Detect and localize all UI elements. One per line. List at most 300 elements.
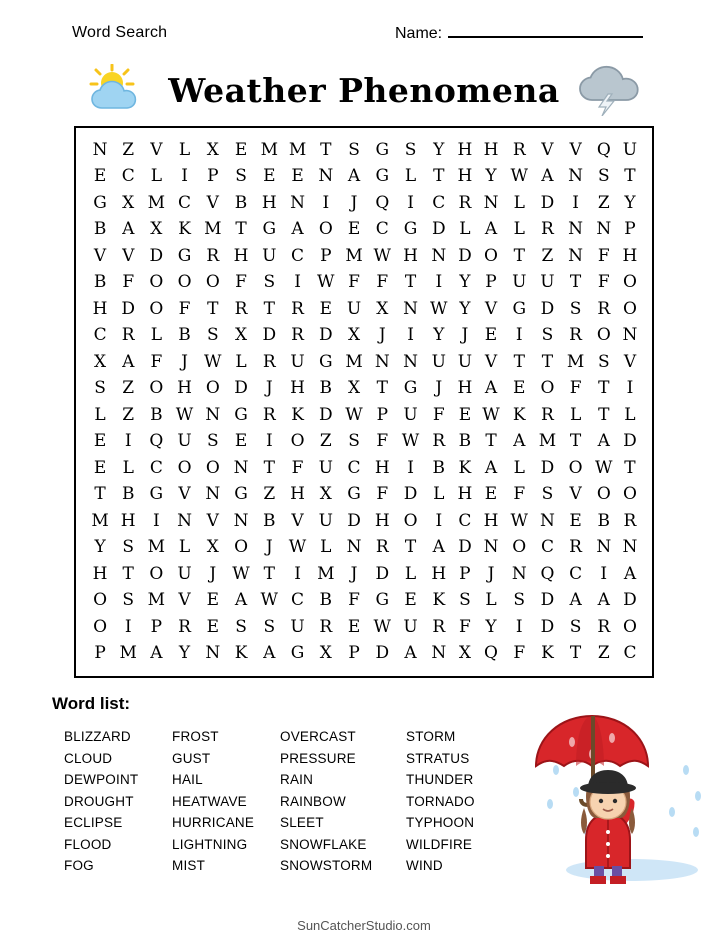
letter-cell[interactable]: B (432, 457, 446, 478)
letter-cell[interactable]: J (461, 325, 469, 346)
letter-cell[interactable]: G (234, 404, 248, 425)
letter-cell[interactable]: L (122, 457, 134, 478)
letter-cell[interactable]: S (235, 166, 247, 187)
letter-cell[interactable]: E (319, 298, 332, 319)
letter-cell[interactable]: L (178, 537, 191, 558)
letter-cell[interactable]: D (375, 643, 390, 664)
letter-cell[interactable]: R (291, 298, 304, 319)
letter-cell[interactable]: N (92, 139, 108, 160)
letter-cell[interactable]: G (290, 643, 305, 664)
letter-cell[interactable]: R (623, 510, 637, 531)
letter-cell[interactable]: O (93, 616, 108, 637)
letter-cell[interactable]: R (319, 616, 333, 637)
letter-cell[interactable]: O (622, 616, 637, 637)
word-list-item[interactable]: HURRICANE (172, 815, 255, 830)
letter-cell[interactable]: D (540, 616, 555, 637)
letter-cell[interactable]: X (206, 139, 219, 160)
letter-cell[interactable]: F (235, 272, 247, 293)
letter-cell[interactable]: T (320, 139, 332, 160)
letter-cell[interactable]: F (348, 590, 360, 611)
letter-cell[interactable]: T (263, 298, 275, 319)
word-list-item[interactable]: BLIZZARD (64, 729, 131, 744)
letter-cell[interactable]: S (122, 537, 135, 558)
letter-cell[interactable]: I (294, 272, 301, 293)
letter-cell[interactable]: N (346, 537, 362, 558)
letter-cell[interactable]: H (403, 245, 418, 266)
letter-cell[interactable]: I (435, 272, 443, 293)
letter-cell[interactable]: B (93, 272, 107, 293)
letter-cell[interactable]: L (320, 537, 332, 558)
word-list-item[interactable]: PRESSURE (280, 750, 356, 766)
letter-cell[interactable]: Q (375, 192, 390, 213)
letter-cell[interactable]: Y (433, 325, 445, 346)
letter-cell[interactable]: I (322, 192, 330, 213)
letter-cell[interactable]: O (93, 590, 108, 611)
letter-cell[interactable]: F (348, 272, 360, 293)
letter-cell[interactable]: F (376, 272, 389, 293)
letter-cell[interactable]: V (541, 139, 554, 160)
letter-cell[interactable]: H (92, 298, 108, 319)
letter-cell[interactable]: A (404, 643, 417, 664)
letter-cell[interactable]: F (513, 643, 526, 664)
word-list-item[interactable]: TYPHOON (406, 815, 475, 830)
letter-cell[interactable]: N (233, 510, 249, 531)
letter-cell[interactable]: H (457, 378, 473, 399)
letter-cell[interactable]: A (263, 643, 276, 664)
letter-cell[interactable]: P (348, 643, 360, 664)
letter-cell[interactable]: R (206, 245, 220, 266)
letter-cell[interactable]: V (484, 298, 498, 319)
word-search-grid[interactable] (74, 126, 654, 678)
word-list-item[interactable]: RAINBOW (280, 793, 346, 809)
letter-cell[interactable]: E (206, 616, 219, 637)
letter-cell[interactable]: M (288, 139, 307, 160)
letter-cell[interactable]: N (622, 537, 638, 558)
word-list-item[interactable]: TORNADO (406, 793, 475, 809)
letter-cell[interactable]: Y (485, 616, 497, 637)
letter-cell[interactable]: A (541, 166, 554, 187)
letter-cell[interactable]: N (622, 325, 638, 346)
letter-cell[interactable]: T (404, 537, 417, 558)
letter-cell[interactable]: X (206, 537, 219, 558)
letter-cell[interactable]: Z (319, 431, 332, 452)
letter-cell[interactable]: R (121, 325, 135, 346)
letter-cell[interactable]: G (262, 219, 277, 240)
letter-cell[interactable]: L (513, 457, 525, 478)
letter-cell[interactable]: W (595, 457, 613, 478)
letter-cell[interactable]: D (431, 219, 446, 240)
letter-cell[interactable]: K (458, 457, 472, 478)
letter-cell[interactable]: C (93, 325, 107, 346)
letter-cell[interactable]: J (435, 378, 443, 399)
letter-cell[interactable]: G (234, 484, 248, 505)
letter-cell[interactable]: I (435, 510, 443, 531)
letter-cell[interactable]: Q (149, 431, 164, 452)
letter-cell[interactable]: D (623, 590, 637, 611)
letter-cell[interactable]: T (569, 643, 582, 664)
letter-cell[interactable]: T (433, 166, 445, 187)
letter-cell[interactable]: E (458, 404, 472, 425)
letter-cell[interactable]: Q (540, 563, 555, 584)
letter-cell[interactable]: Z (122, 139, 135, 160)
letter-cell[interactable]: N (177, 510, 192, 531)
word-list-item[interactable]: DEWPOINT (64, 772, 139, 787)
letter-cell[interactable]: G (512, 298, 527, 319)
letter-cell[interactable]: O (512, 537, 527, 558)
letter-cell[interactable]: O (205, 457, 220, 478)
letter-cell[interactable]: H (431, 563, 447, 584)
letter-cell[interactable]: E (513, 378, 526, 399)
letter-cell[interactable]: E (93, 457, 107, 478)
letter-cell[interactable]: U (177, 431, 192, 452)
letter-cell[interactable]: O (205, 378, 220, 399)
letter-cell[interactable]: N (483, 192, 499, 213)
letter-cell[interactable]: D (375, 563, 390, 584)
word-list-item[interactable]: FROST (172, 729, 219, 744)
letter-cell[interactable]: N (233, 457, 249, 478)
letter-cell[interactable]: C (540, 537, 554, 558)
letter-cell[interactable]: B (178, 325, 191, 346)
letter-cell[interactable]: M (538, 431, 557, 452)
letter-cell[interactable]: K (291, 404, 304, 425)
letter-cell[interactable]: H (177, 378, 192, 399)
word-list-item[interactable]: OVERCAST (280, 729, 356, 744)
letter-cell[interactable]: L (433, 484, 445, 505)
letter-cell[interactable]: D (347, 510, 361, 531)
letter-cell[interactable]: R (262, 351, 276, 372)
letter-cell[interactable]: E (347, 219, 361, 240)
letter-cell[interactable]: S (235, 616, 247, 637)
letter-cell[interactable]: U (346, 298, 362, 319)
letter-cell[interactable]: H (92, 563, 108, 584)
letter-cell[interactable]: B (319, 590, 333, 611)
word-list-item[interactable]: FLOOD (64, 836, 112, 852)
letter-cell[interactable]: Q (484, 643, 498, 664)
letter-cell[interactable]: D (540, 298, 555, 319)
letter-cell[interactable]: C (121, 166, 135, 187)
letter-cell[interactable]: Y (624, 192, 636, 213)
letter-cell[interactable]: R (597, 616, 611, 637)
letter-cell[interactable]: P (376, 404, 389, 425)
letter-cell[interactable]: Z (263, 484, 276, 505)
letter-cell[interactable]: S (597, 351, 610, 372)
letter-cell[interactable]: D (623, 431, 637, 452)
letter-cell[interactable]: M (317, 563, 335, 584)
letter-cell[interactable]: Z (541, 245, 554, 266)
letter-cell[interactable]: M (119, 643, 137, 664)
letter-cell[interactable]: K (178, 219, 191, 240)
letter-cell[interactable]: R (569, 537, 582, 558)
letter-cell[interactable]: M (260, 139, 278, 160)
letter-cell[interactable]: U (318, 510, 333, 531)
letter-cell[interactable]: I (181, 166, 188, 187)
letter-cell[interactable]: M (204, 219, 222, 240)
letter-cell[interactable]: M (147, 590, 166, 611)
letter-cell[interactable]: V (206, 510, 219, 531)
letter-cell[interactable]: S (122, 590, 135, 611)
letter-cell[interactable]: S (348, 431, 360, 452)
letter-cell[interactable]: F (597, 272, 610, 293)
letter-cell[interactable]: N (205, 404, 221, 425)
letter-cell[interactable]: J (350, 192, 358, 213)
letter-cell[interactable]: E (206, 590, 219, 611)
letter-cell[interactable]: C (291, 590, 305, 611)
letter-cell[interactable]: W (317, 272, 335, 293)
letter-cell[interactable]: T (541, 351, 554, 372)
letter-cell[interactable]: A (513, 431, 526, 452)
letter-cell[interactable]: H (290, 378, 305, 399)
letter-cell[interactable]: U (457, 351, 473, 372)
letter-cell[interactable]: D (318, 404, 333, 425)
letter-cell[interactable]: E (569, 510, 582, 531)
letter-cell[interactable]: N (431, 245, 447, 266)
letter-cell[interactable]: S (263, 616, 276, 637)
word-list-item[interactable]: DROUGHT (64, 793, 134, 809)
letter-cell[interactable]: R (458, 192, 472, 213)
word-list-item[interactable]: MIST (172, 858, 206, 873)
letter-cell[interactable]: Z (597, 643, 610, 664)
letter-cell[interactable]: W (430, 298, 448, 319)
letter-cell[interactable]: R (569, 325, 582, 346)
letter-cell[interactable]: N (205, 643, 221, 664)
letter-cell[interactable]: T (122, 563, 134, 584)
letter-cell[interactable]: Y (94, 537, 106, 558)
letter-cell[interactable]: A (122, 351, 135, 372)
letter-cell[interactable]: H (120, 510, 136, 531)
letter-cell[interactable]: M (345, 351, 363, 372)
letter-cell[interactable]: L (513, 192, 525, 213)
letter-cell[interactable]: J (209, 563, 217, 584)
letter-cell[interactable]: J (378, 325, 386, 346)
letter-cell[interactable]: F (122, 272, 135, 293)
letter-cell[interactable]: A (234, 590, 248, 611)
letter-cell[interactable]: T (485, 431, 497, 452)
letter-cell[interactable]: G (403, 219, 418, 240)
letter-cell[interactable]: I (572, 192, 579, 213)
letter-cell[interactable]: S (348, 139, 360, 160)
letter-cell[interactable]: R (375, 537, 389, 558)
letter-cell[interactable]: P (207, 166, 219, 187)
letter-cell[interactable]: F (376, 431, 389, 452)
letter-cell[interactable]: U (403, 616, 418, 637)
letter-cell[interactable]: N (205, 484, 221, 505)
letter-cell[interactable]: X (347, 325, 361, 346)
letter-cell[interactable]: N (568, 166, 584, 187)
letter-cell[interactable]: W (482, 404, 500, 425)
letter-cell[interactable]: U (177, 563, 192, 584)
letter-cell[interactable]: F (150, 351, 163, 372)
letter-cell[interactable]: F (459, 616, 471, 637)
letter-cell[interactable]: M (91, 510, 109, 531)
letter-cell[interactable]: S (569, 298, 582, 319)
letter-cell[interactable]: G (375, 166, 390, 187)
letter-cell[interactable]: M (147, 537, 166, 558)
letter-cell[interactable]: E (93, 431, 107, 452)
letter-cell[interactable]: J (181, 351, 188, 372)
letter-cell[interactable]: A (484, 457, 498, 478)
letter-cell[interactable]: G (347, 484, 361, 505)
letter-cell[interactable]: F (376, 484, 389, 505)
letter-cell[interactable]: H (233, 245, 249, 266)
letter-cell[interactable]: O (177, 272, 192, 293)
letter-cell[interactable]: S (597, 166, 610, 187)
letter-cell[interactable]: N (596, 219, 612, 240)
letter-cell[interactable]: X (122, 192, 135, 213)
letter-cell[interactable]: W (510, 510, 528, 531)
letter-cell[interactable]: R (541, 219, 554, 240)
letter-cell[interactable]: R (597, 298, 611, 319)
letter-cell[interactable]: J (487, 563, 495, 584)
letter-cell[interactable]: N (568, 219, 584, 240)
letter-cell[interactable]: B (263, 510, 276, 531)
letter-cell[interactable]: G (149, 484, 164, 505)
letter-cell[interactable]: J (265, 378, 273, 399)
letter-cell[interactable]: G (319, 351, 333, 372)
letter-cell[interactable]: H (374, 457, 390, 478)
letter-cell[interactable]: X (347, 378, 361, 399)
word-list-item[interactable]: WILDFIRE (406, 836, 473, 852)
letter-cell[interactable]: L (404, 166, 417, 187)
letter-cell[interactable]: B (150, 404, 163, 425)
letter-cell[interactable]: I (152, 510, 160, 531)
letter-cell[interactable]: L (513, 219, 525, 240)
letter-cell[interactable]: J (350, 563, 358, 584)
letter-cell[interactable]: K (432, 590, 446, 611)
word-list-item[interactable]: THUNDER (406, 772, 474, 787)
letter-cell[interactable]: W (345, 404, 363, 425)
letter-cell[interactable]: H (483, 139, 499, 160)
letter-cell[interactable]: L (569, 404, 582, 425)
letter-cell[interactable]: V (178, 484, 191, 505)
letter-cell[interactable]: Z (122, 404, 135, 425)
letter-cell[interactable]: A (597, 590, 610, 611)
letter-cell[interactable]: Y (459, 272, 471, 293)
letter-cell[interactable]: I (407, 457, 414, 478)
letter-cell[interactable]: T (513, 351, 525, 372)
letter-cell[interactable]: V (623, 351, 637, 372)
name-input-line[interactable] (448, 24, 643, 38)
letter-cell[interactable]: W (401, 431, 420, 452)
letter-cell[interactable]: V (291, 510, 304, 531)
letter-cell[interactable]: O (568, 457, 583, 478)
letter-cell[interactable]: A (347, 166, 361, 187)
word-list-item[interactable]: HAIL (172, 772, 203, 787)
letter-cell[interactable]: R (541, 404, 554, 425)
letter-cell[interactable]: C (623, 643, 637, 664)
letter-cell[interactable]: N (290, 192, 305, 213)
letter-cell[interactable]: N (403, 298, 418, 319)
word-list-item[interactable]: ECLIPSE (64, 815, 123, 830)
letter-cell[interactable]: U (290, 351, 305, 372)
letter-cell[interactable]: C (291, 245, 305, 266)
letter-cell[interactable]: V (150, 139, 163, 160)
word-list-item[interactable]: RAIN (280, 772, 314, 787)
letter-cell[interactable]: S (206, 431, 219, 452)
letter-cell[interactable]: R (432, 431, 446, 452)
letter-cell[interactable]: X (150, 219, 163, 240)
letter-cell[interactable]: Q (596, 139, 611, 160)
letter-cell[interactable]: E (291, 166, 304, 187)
letter-cell[interactable]: C (149, 457, 163, 478)
letter-cell[interactable]: Z (597, 192, 610, 213)
letter-cell[interactable]: S (263, 272, 276, 293)
letter-cell[interactable]: D (234, 378, 248, 399)
letter-cell[interactable]: I (294, 563, 301, 584)
letter-cell[interactable]: D (540, 590, 555, 611)
letter-cell[interactable]: T (624, 166, 636, 187)
letter-cell[interactable]: J (265, 537, 273, 558)
letter-cell[interactable]: O (177, 457, 192, 478)
letter-cell[interactable]: P (485, 272, 497, 293)
letter-cell[interactable]: U (290, 616, 305, 637)
letter-cell[interactable]: Z (122, 378, 135, 399)
letter-cell[interactable]: O (484, 245, 498, 266)
letter-cell[interactable]: S (541, 325, 554, 346)
letter-cell[interactable]: P (150, 616, 163, 637)
letter-cell[interactable]: O (234, 537, 249, 558)
word-list-item[interactable]: GUST (172, 750, 211, 766)
letter-cell[interactable]: B (93, 219, 107, 240)
letter-cell[interactable]: X (234, 325, 248, 346)
letter-cell[interactable]: R (234, 298, 248, 319)
letter-cell[interactable]: G (177, 245, 192, 266)
letter-cell[interactable]: K (512, 404, 526, 425)
letter-cell[interactable]: H (290, 484, 305, 505)
letter-cell[interactable]: O (540, 378, 555, 399)
letter-cell[interactable]: I (124, 431, 132, 452)
letter-cell[interactable]: B (234, 192, 248, 213)
letter-cell[interactable]: T (263, 563, 275, 584)
letter-cell[interactable]: T (598, 378, 610, 399)
letter-cell[interactable]: Y (485, 166, 497, 187)
letter-cell[interactable]: V (484, 351, 498, 372)
letter-cell[interactable]: L (94, 404, 106, 425)
letter-cell[interactable]: D (262, 325, 277, 346)
letter-cell[interactable]: O (318, 219, 333, 240)
letter-cell[interactable]: T (513, 245, 525, 266)
letter-cell[interactable]: M (345, 245, 363, 266)
letter-cell[interactable]: B (597, 510, 611, 531)
letter-cell[interactable]: A (122, 219, 135, 240)
letter-cell[interactable]: R (432, 616, 446, 637)
letter-cell[interactable]: K (234, 643, 248, 664)
letter-cell[interactable]: R (291, 325, 304, 346)
letter-cell[interactable]: B (121, 484, 135, 505)
letter-cell[interactable]: C (347, 457, 361, 478)
letter-cell[interactable]: D (540, 457, 555, 478)
letter-cell[interactable]: Y (178, 643, 191, 664)
letter-cell[interactable]: P (320, 245, 332, 266)
letter-cell[interactable]: W (373, 616, 392, 637)
letter-cell[interactable]: S (541, 484, 554, 505)
letter-cell[interactable]: T (235, 219, 247, 240)
letter-cell[interactable]: I (515, 616, 523, 637)
letter-cell[interactable]: U (262, 245, 277, 266)
letter-cell[interactable]: F (178, 298, 191, 319)
letter-cell[interactable]: G (375, 590, 390, 611)
letter-cell[interactable]: D (403, 484, 418, 505)
letter-cell[interactable]: V (206, 192, 219, 213)
letter-cell[interactable]: V (93, 245, 107, 266)
word-list-item[interactable]: SLEET (280, 815, 324, 830)
letter-cell[interactable]: N (374, 351, 390, 372)
letter-cell[interactable]: I (515, 325, 523, 346)
word-list-item[interactable]: HEATWAVE (172, 793, 247, 809)
letter-cell[interactable]: F (432, 404, 445, 425)
letter-cell[interactable]: W (288, 537, 307, 558)
letter-cell[interactable]: L (235, 351, 247, 372)
letter-cell[interactable]: R (262, 404, 276, 425)
